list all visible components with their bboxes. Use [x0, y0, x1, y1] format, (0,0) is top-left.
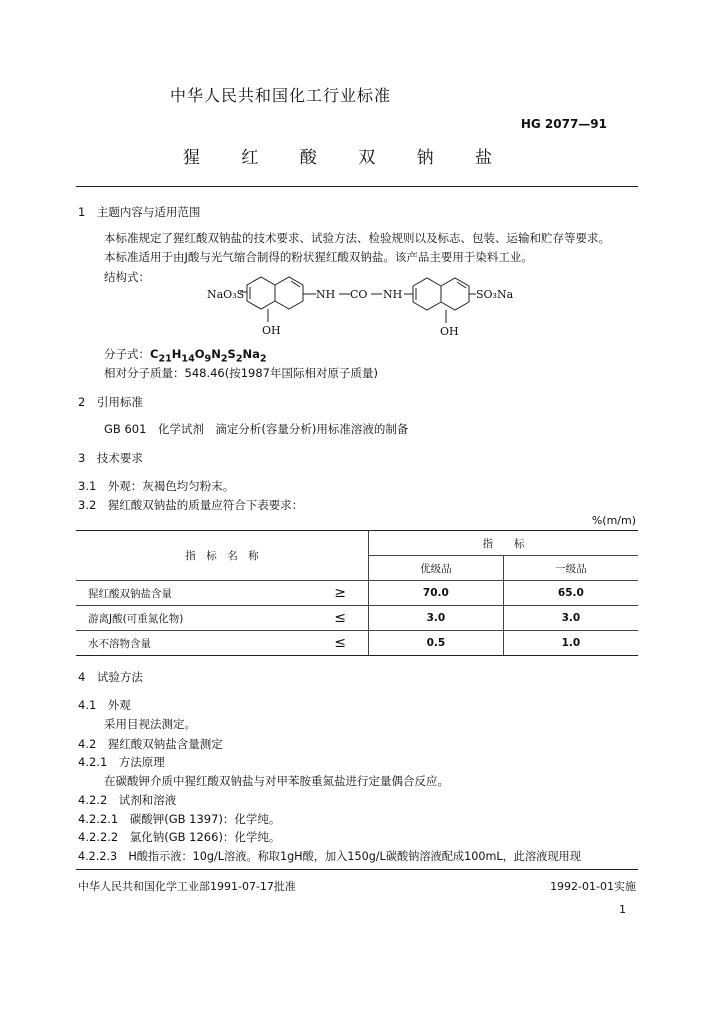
- structure-label: 结构式：: [104, 270, 150, 284]
- row-comparator: ≤: [334, 606, 368, 631]
- clause-4-1: 4.1 外观: [78, 698, 131, 712]
- document-title: 猩 红 酸 双 钠 盐: [183, 148, 511, 168]
- clause-3-2: 3.2 猩红酸双钠盐的质量应符合下表要求：: [78, 498, 304, 512]
- clause-4-2-2-2: 4.2.2.2 氯化钠(GB 1266)：化学纯。: [78, 830, 281, 844]
- nh-group: NH: [383, 288, 403, 301]
- row-value-first: 1.0: [503, 631, 638, 656]
- right-sulfonate-group: SO₃Na: [476, 288, 514, 301]
- header-grade-premium: 优级品: [369, 556, 504, 581]
- left-sulfonate-group: NaO₃S: [207, 288, 245, 301]
- paragraph: 采用目视法测定。: [104, 717, 196, 731]
- clause-4-2-2-3: 4.2.2.3 H酸指示液：10g/L溶液。称取1gH酸，加入150g/L碳酸钠溶液配成100mL，此溶液现用现: [78, 850, 581, 863]
- page-number: 1: [619, 903, 626, 916]
- molecular-mass: 相对分子质量：548.46(按1987年国际相对原子质量): [104, 366, 378, 380]
- row-value-first: 65.0: [503, 581, 638, 606]
- section-3-heading: 3 技术要求: [78, 451, 143, 465]
- clause-4-2-2: 4.2.2 试剂和溶液: [78, 793, 177, 807]
- quality-spec-table: [76, 530, 638, 656]
- clause-4-2-2-1: 4.2.2.1 碳酸钾(GB 1397)：化学纯。: [78, 812, 281, 826]
- header-indicator: 指 标: [369, 531, 638, 556]
- paragraph: 在碳酸钾介质中猩红酸双钠盐与对甲苯胺重氮盐进行定量偶合反应。: [104, 774, 449, 788]
- implementation-date: 1992-01-01实施: [550, 880, 636, 893]
- table-row: [76, 606, 638, 631]
- standard-category: 中华人民共和国化工行业标准: [170, 86, 392, 105]
- hydroxyl-group: OH: [440, 325, 459, 338]
- nh-group: NH: [316, 288, 336, 301]
- right-naphthalene-ring: [413, 278, 469, 310]
- row-comparator: ≥: [334, 581, 368, 606]
- row-name: 水不溶物含量: [76, 631, 334, 656]
- row-name: 游离J酸(可重氮化物): [76, 606, 334, 631]
- row-name: 猩红酸双钠盐含量: [76, 581, 334, 606]
- row-value-premium: 0.5: [369, 631, 504, 656]
- row-value-premium: 3.0: [369, 606, 504, 631]
- footer-divider: [76, 869, 638, 870]
- paragraph: 本标准适用于由J酸与光气缩合制得的粉状猩红酸双钠盐。该产品主要用于染料工业。: [104, 250, 533, 264]
- left-naphthalene-ring: [247, 277, 303, 309]
- header-grade-first: 一级品: [503, 556, 638, 581]
- section-4-heading: 4 试验方法: [78, 670, 143, 684]
- clause-4-2: 4.2 猩红酸双钠盐含量测定: [78, 737, 223, 751]
- row-comparator: ≤: [334, 631, 368, 656]
- clause-4-2-1: 4.2.1 方法原理: [78, 755, 165, 769]
- row-value-premium: 70.0: [369, 581, 504, 606]
- standard-code: HG 2077—91: [520, 117, 607, 131]
- molecular-formula: 分子式：$C_{21}H_{14}O_9N_2S_2Na_2$: [104, 347, 267, 365]
- hydroxyl-group: OH: [262, 324, 281, 337]
- clause-3-1: 3.1 外观：灰褐色均匀粉末。: [78, 479, 235, 493]
- row-value-first: 3.0: [503, 606, 638, 631]
- paragraph: 本标准规定了猩红酸双钠盐的技术要求、试验方法、检验规则以及标志、包装、运输和贮存等要求。: [104, 231, 610, 245]
- table-header-row: [76, 531, 638, 556]
- co-group: CO: [350, 288, 368, 301]
- section-1-heading: 1 主题内容与适用范围: [78, 205, 201, 219]
- header-indicator-name: 指 标 名 称: [76, 531, 369, 581]
- reference-standard: GB 601 化学试剂 滴定分析(容量分析)用标准溶液的制备: [104, 422, 409, 436]
- formula-label: 分子式：: [104, 347, 150, 361]
- approval-line: 中华人民共和国化学工业部1991-07-17批准: [78, 880, 296, 893]
- table-row: [76, 631, 638, 656]
- section-2-heading: 2 引用标准: [78, 395, 143, 409]
- unit-label: %(m/m): [591, 514, 636, 527]
- table-row: [76, 581, 638, 606]
